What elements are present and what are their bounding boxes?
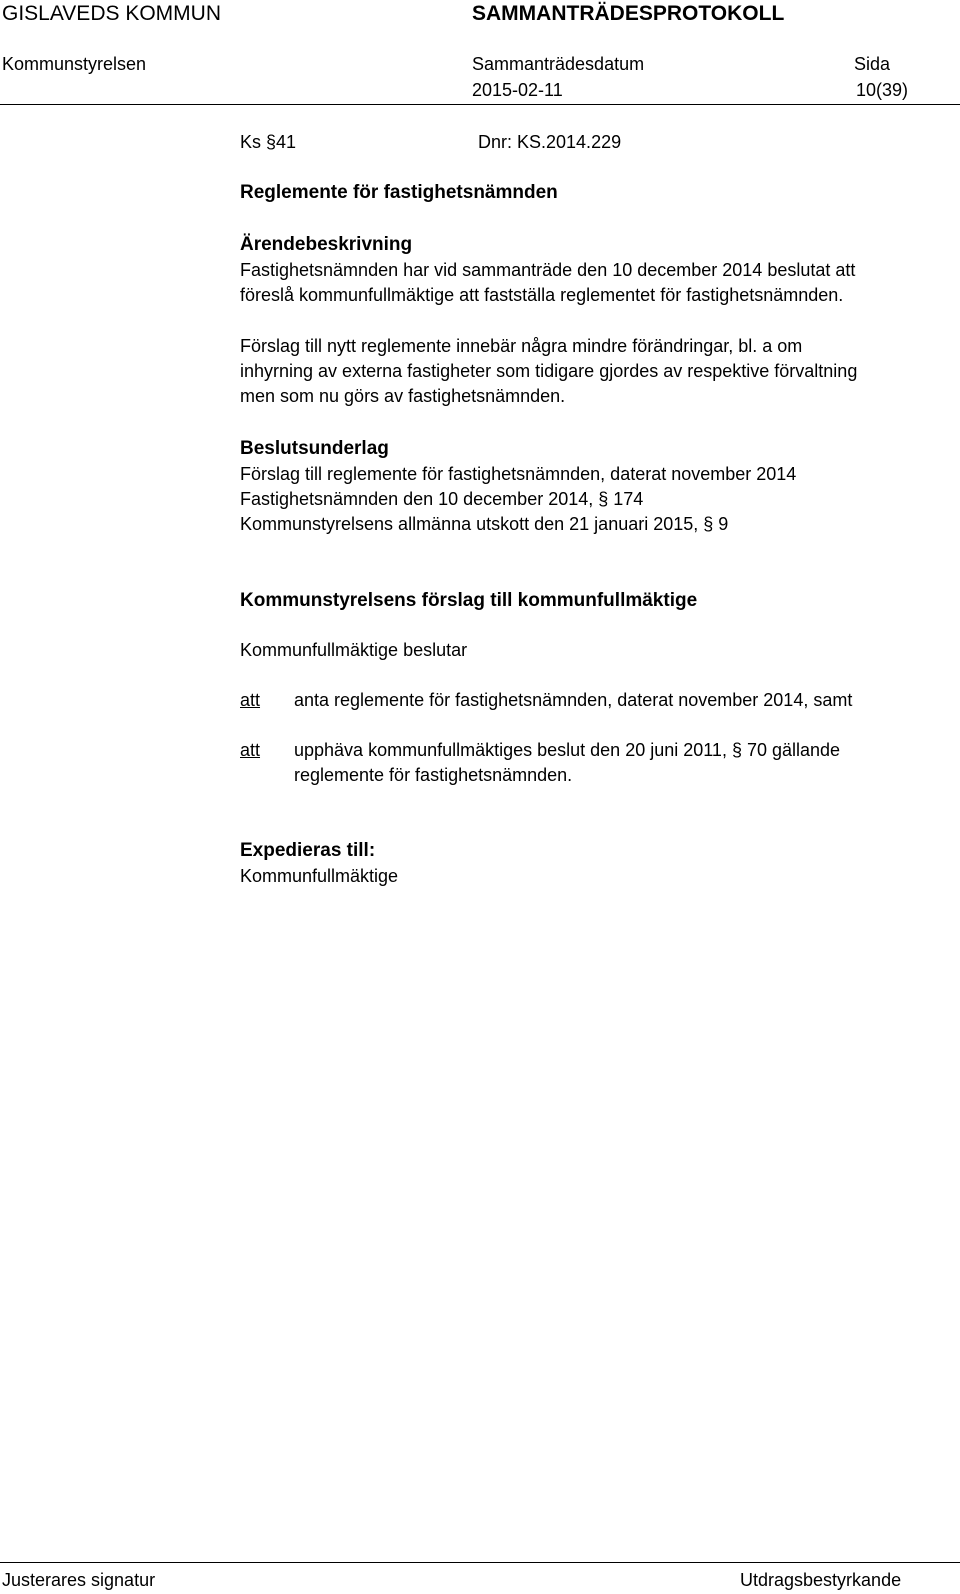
basis-item: Kommunstyrelsens allmänna utskott den 21 januari 2015, § 9 <box>240 514 729 534</box>
description-paragraph-2 <box>240 334 930 409</box>
dispatch-heading: Expedieras till: <box>240 840 376 861</box>
description-line: inhyrning av externa fastigheter som tidigare gjordes av respektive förvaltning <box>240 361 858 381</box>
proposal-heading: Kommunstyrelsens förslag till kommunfullmäktige <box>240 590 698 611</box>
decision-line: reglemente för fastighetsnämnden. <box>294 765 573 785</box>
case-title: Reglemente för fastighetsnämnden <box>240 182 558 203</box>
decision-1 <box>294 688 934 713</box>
footer-divider <box>0 1562 960 1563</box>
date-label: Sammanträdesdatum <box>472 54 645 74</box>
decision-marker: att <box>240 690 261 710</box>
description-heading: Ärendebeskrivning <box>240 234 413 255</box>
body-label: Kommunstyrelsen <box>2 54 147 74</box>
decision-line: anta reglemente för fastighetsnämnden, daterat november 2014, samt <box>294 690 853 710</box>
dispatch-recipient: Kommunfullmäktige <box>240 866 399 886</box>
page-label: Sida <box>854 54 891 74</box>
footer-signature-label: Justerares signatur <box>2 1570 156 1590</box>
org-name: GISLAVEDS KOMMUN <box>2 2 221 25</box>
basis-item: Fastighetsnämnden den 10 december 2014, § 174 <box>240 489 644 509</box>
decision-line: upphäva kommunfullmäktiges beslut den 20 juni 2011, § 70 gällande <box>294 740 841 760</box>
description-line: Fastighetsnämnden har vid sammanträde den 10 december 2014 beslutat att <box>240 260 856 280</box>
page-number: 10(39) <box>856 80 909 100</box>
decision-marker: att <box>240 740 261 760</box>
description-line: föreslå kommunfullmäktige att fastställa reglementet för fastighetsnämnden. <box>240 285 844 305</box>
description-line: men som nu görs av fastighetsnämnden. <box>240 386 566 406</box>
description-line: Förslag till nytt reglemente innebär några mindre förändringar, bl. a om <box>240 336 803 356</box>
case-dnr: Dnr: KS.2014.229 <box>478 132 622 152</box>
basis-item: Förslag till reglemente för fastighetsnämnden, daterat november 2014 <box>240 464 797 484</box>
document-type: SAMMANTRÄDESPROTOKOLL <box>472 2 785 25</box>
basis-list <box>240 462 930 537</box>
proposal-intro-text: Kommunfullmäktige beslutar <box>240 640 468 660</box>
case-paragraph: Ks §41 <box>240 132 297 152</box>
meeting-date: 2015-02-11 <box>472 80 563 100</box>
basis-heading: Beslutsunderlag <box>240 438 389 459</box>
description-paragraph-1 <box>240 258 930 308</box>
dispatch-recipient-block <box>240 864 930 889</box>
header-divider <box>0 104 960 105</box>
decision-2 <box>294 738 934 788</box>
proposal-intro <box>240 638 930 663</box>
footer-certification-label: Utdragsbestyrkande <box>740 1570 902 1590</box>
